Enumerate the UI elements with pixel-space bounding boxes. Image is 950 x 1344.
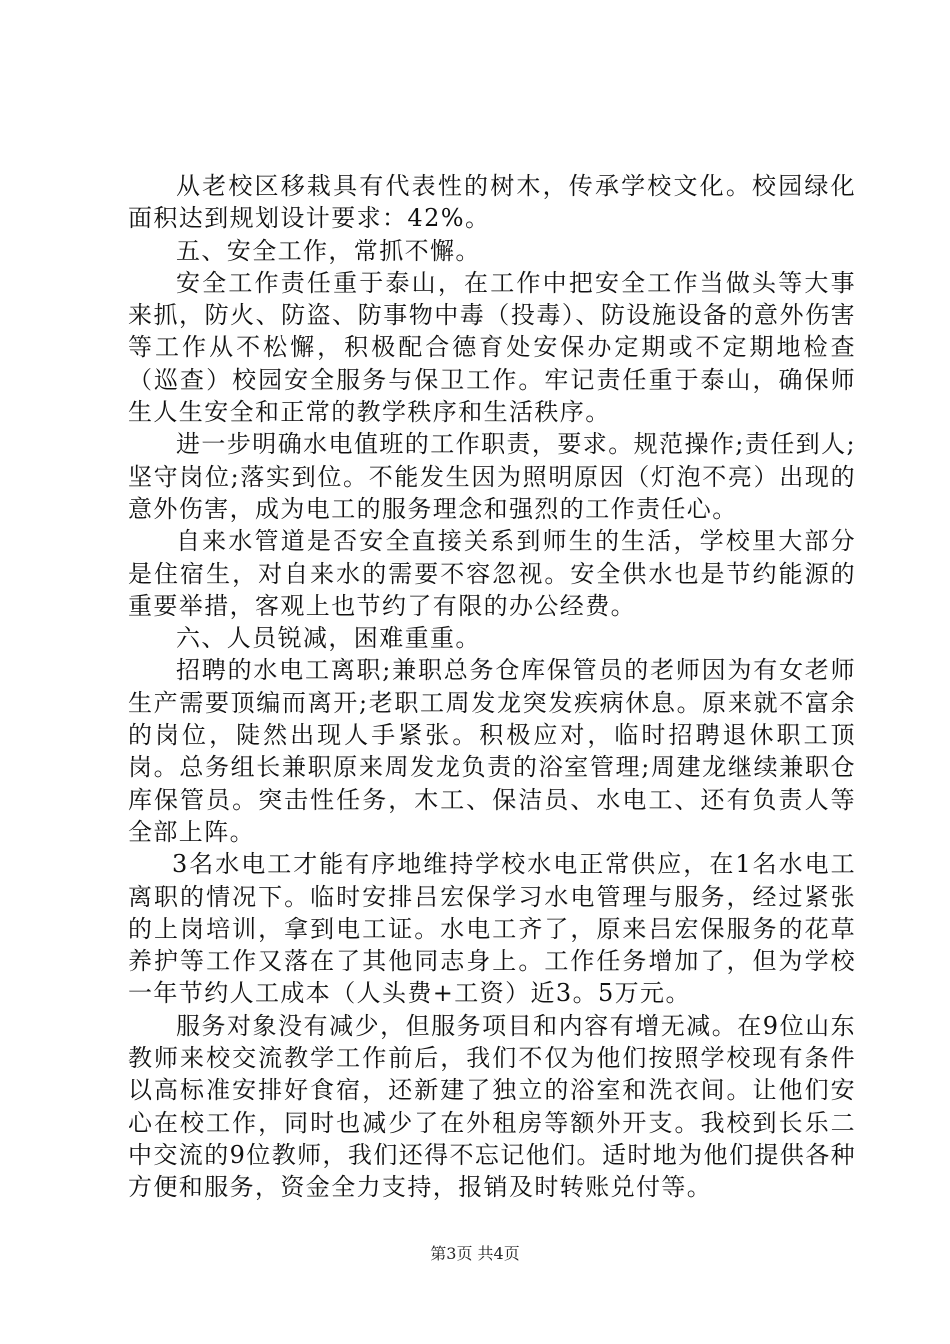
paragraph-staff-shortage: 招聘的水电工离职;兼职总务仓库保管员的老师因为有女老师生产需要顶编而离开;老职工周发龙突发疾病休息。原来就不富余的岗位，陡然出现人手紧张。积极应对，临时招聘退休职工顶岗。总务组长兼职原来周发龙负责的浴室管理;周建龙继续兼职仓库保管员。突击性任务，木工、保洁员、水电工、还有负责人等全部上阵。: [128, 656, 856, 846]
paragraph-electricians: 3名水电工才能有序地维持学校水电正常供应，在1名水电工离职的情况下。临时安排吕宏保学习水电管理与服务，经过紧张的上岗培训，拿到电工证。水电工齐了，原来吕宏保服务的花草养护等工作又落在了其他同志身上。工作任务增加了，但为学校一年节约人工成本（人头费+工资）近3。5万元。: [128, 850, 856, 1008]
section-heading-staffing: 六、人员锐减，困难重重。: [176, 624, 481, 653]
paragraph-utility-duty: 进一步明确水电值班的工作职责，要求。规范操作;责任到人;坚守岗位;落实到位。不能发生因为照明原因（灯泡不亮）出现的意外伤害，成为电工的服务理念和强烈的工作责任心。: [128, 430, 856, 523]
paragraph-greening: 从老校区移栽具有代表性的树木，传承学校文化。校园绿化面积达到规划设计要求：42%。: [128, 172, 856, 233]
paragraph-service-teachers: 服务对象没有减少，但服务项目和内容有增无减。在9位山东教师来校交流教学工作前后，我们不仅为他们按照学校现有条件以高标准安排好食宿，还新建了独立的浴室和洗衣间。让他们安心在校工作，同时也减少了在外租房等额外开支。我校到长乐二中交流的9位教师，我们还得不忘记他们。适时地为他们提供各种方便和服务，资金全力支持，报销及时转账兑付等。: [128, 1011, 856, 1202]
paragraph-water-supply: 自来水管道是否安全直接关系到师生的生活，学校里大部分是住宿生，对自来水的需要不容忽视。安全供水也是节约能源的重要举措，客观上也节约了有限的办公经费。: [128, 527, 856, 620]
document-body: [128, 170, 856, 1204]
paragraph-safety-work: 安全工作责任重于泰山，在工作中把安全工作当做头等大事来抓，防火、防盗、防事物中毒（投毒）、防设施设备的意外伤害等工作从不松懈，积极配合德育处安保办定期或不定期地检查（巡查）校园安全服务与保卫工作。牢记责任重于泰山，确保师生人生安全和正常的教学秩序和生活秩序。: [128, 268, 856, 427]
page-number-footer: 第3页 共4页: [430, 1244, 520, 1263]
section-heading-safety: 五、安全工作，常抓不懈。: [176, 236, 481, 265]
